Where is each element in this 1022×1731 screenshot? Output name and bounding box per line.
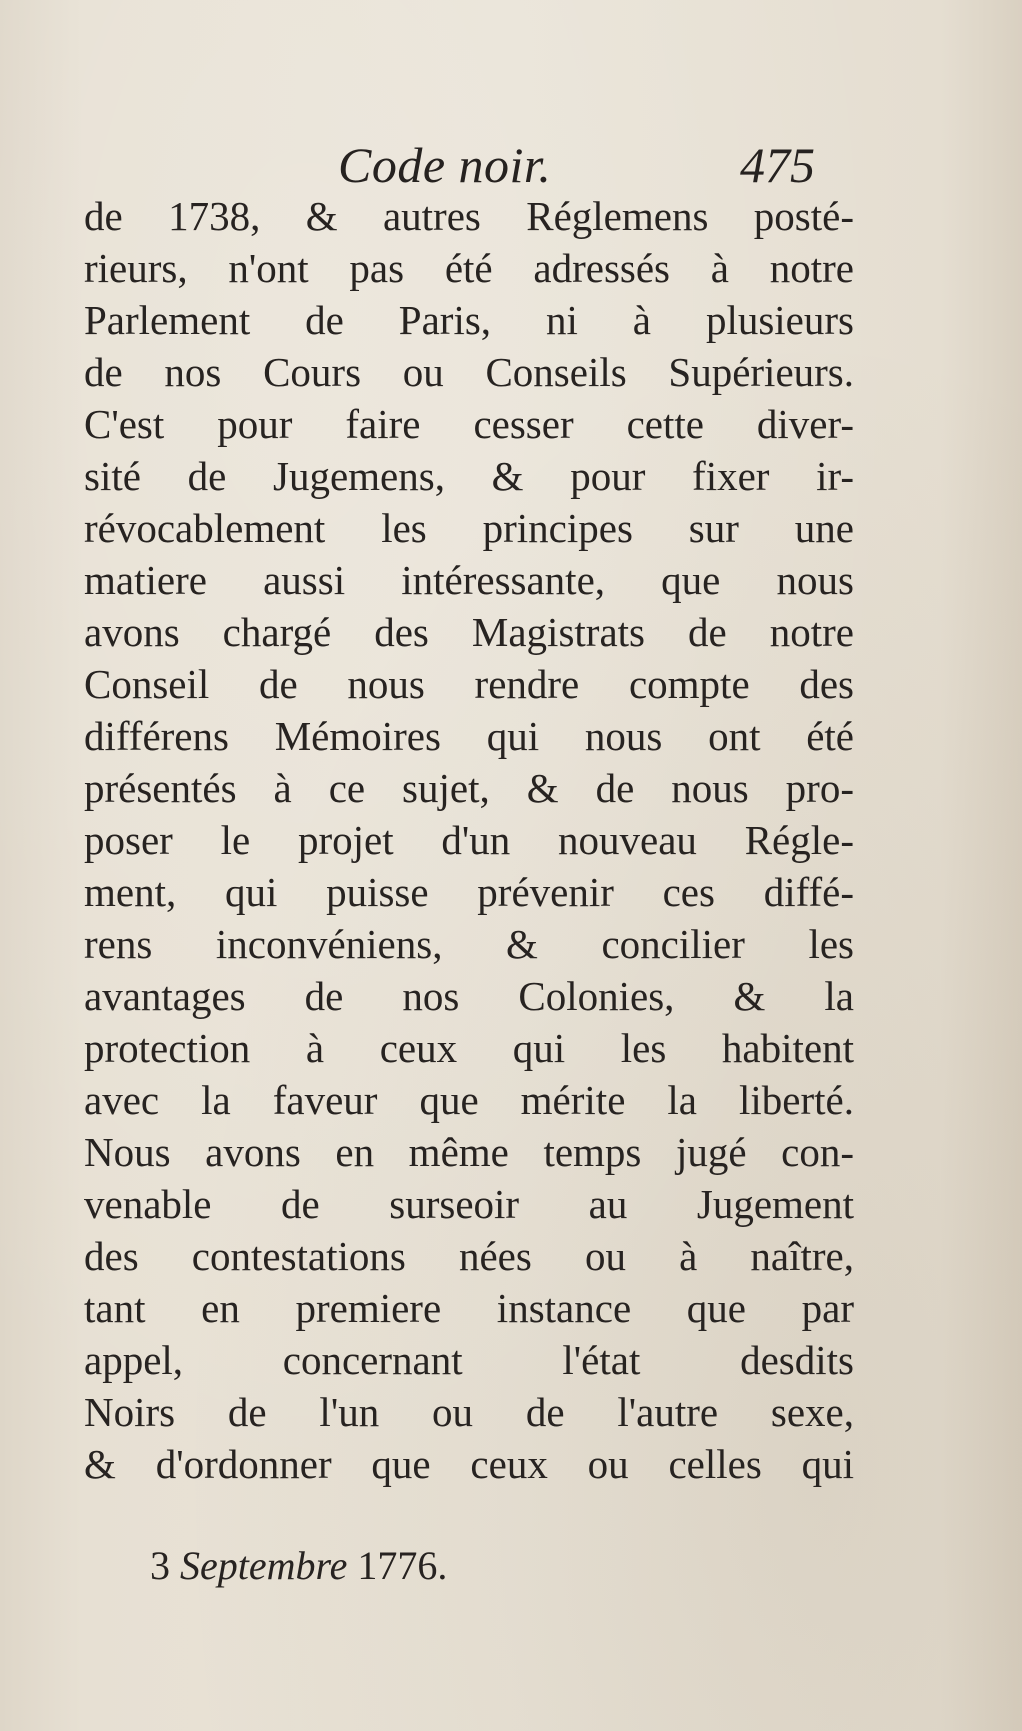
text-line: rieurs, n'ont pas été adressés à notre bbox=[84, 245, 854, 291]
text-line: différens Mémoires qui nous ont été bbox=[84, 713, 854, 759]
text-line: sité de Jugemens, & pour fixer ir- bbox=[84, 453, 854, 499]
text-line: ment, qui puisse prévenir ces diffé- bbox=[84, 869, 854, 915]
text-line: de nos Cours ou Conseils Supérieurs. bbox=[84, 349, 854, 395]
text-line: matiere aussi intéressante, que nous bbox=[84, 557, 854, 603]
page-footer-date bbox=[150, 1540, 447, 1592]
text-line: avec la faveur que mérite la liberté. bbox=[84, 1077, 854, 1123]
text-line: C'est pour faire cesser cette diver- bbox=[84, 401, 854, 447]
text-line: tant en premiere instance que par bbox=[84, 1285, 854, 1331]
body-text bbox=[84, 190, 854, 1490]
text-line: & d'ordonner que ceux ou celles qui bbox=[84, 1441, 854, 1487]
footer-day: 3 bbox=[150, 1543, 170, 1588]
text-line: Conseil de nous rendre compte des bbox=[84, 661, 854, 707]
text-line: Nous avons en même temps jugé con- bbox=[84, 1129, 854, 1175]
text-line: rens inconvéniens, & concilier les bbox=[84, 921, 854, 967]
text-line: présentés à ce sujet, & de nous pro- bbox=[84, 765, 854, 811]
text-line: avantages de nos Colonies, & la bbox=[84, 973, 854, 1019]
text-line: avons chargé des Magistrats de notre bbox=[84, 609, 854, 655]
text-line: poser le projet d'un nouveau Régle- bbox=[84, 817, 854, 863]
text-line: Noirs de l'un ou de l'autre sexe, bbox=[84, 1389, 854, 1435]
text-line: protection à ceux qui les habitent bbox=[84, 1025, 854, 1071]
text-line: révocablement les principes sur une bbox=[84, 505, 854, 551]
running-title: Code noir. bbox=[338, 137, 552, 193]
text-line: venable de surseoir au Jugement bbox=[84, 1181, 854, 1227]
text-line: de 1738, & autres Réglemens posté- bbox=[84, 193, 854, 239]
text-line: appel, concernant l'état desdits bbox=[84, 1337, 854, 1383]
page-number: 475 bbox=[740, 137, 815, 193]
footer-year: 1776. bbox=[357, 1543, 448, 1588]
text-line: des contestations nées ou à naître, bbox=[84, 1233, 854, 1279]
footer-month: Septembre bbox=[180, 1543, 348, 1588]
text-line: Parlement de Paris, ni à plusieurs bbox=[84, 297, 854, 343]
